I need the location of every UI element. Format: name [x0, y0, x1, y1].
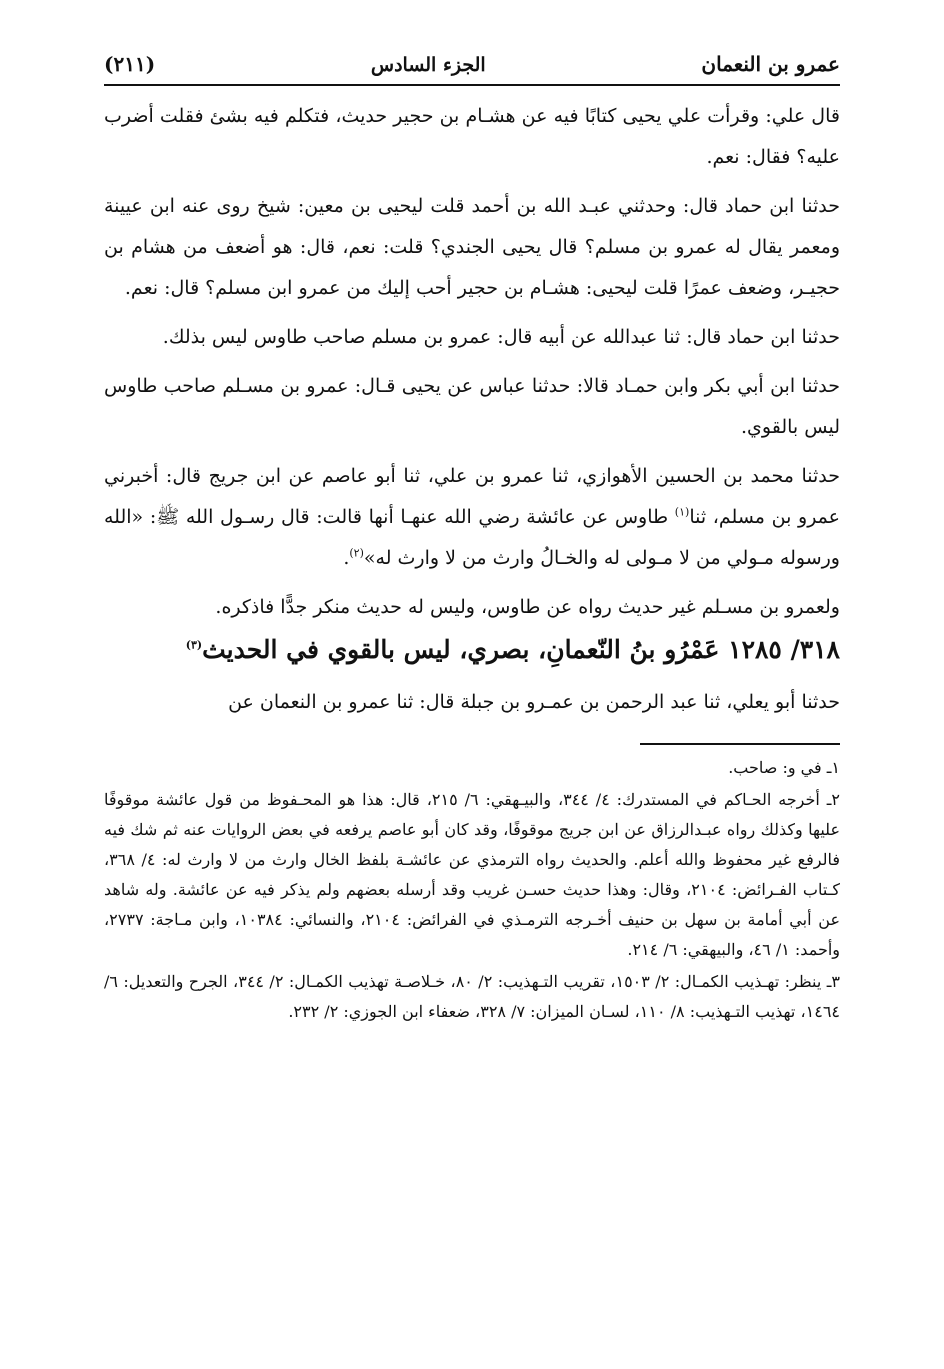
footnote-ref-1: (١)	[674, 505, 690, 519]
page-number: (٢١١)	[104, 52, 156, 76]
footnote-ref-3: (٣)	[185, 638, 203, 652]
footnote-ref-2: (٢)	[349, 546, 364, 560]
footnote-1: ١ـ في و: صاحب.	[728, 758, 840, 777]
footnote-2: ٢ـ أخرجه الحـاكم في المستدرك: ٤/ ٣٤٤، والبيـهقي: ٦/ ٢١٥، قال: هذا هو المحـفوظ من قول عائشة موقوفًا عليها وكذلك رواه عبـدالرزاق عن ابن جريج موقوفًا، وقد كان أبو عاصم يرفعه في بعض الروايات عنه ثم شك فيه فالرفع غير محفوظ والله أعلم. والحديث رواه الترمذي عن عائشـة بلفظ الخال وارث من لا وارث له: ٤/ ٣٦٨، كـتاب الفـرائض: ٢١٠٤، وقال: وهذا حديث حسـن غريب وقد أرسله بعضهم ولم يذكر فيه عن عائشة. وله شاهد عن أبي أمامة بن سهل بن حنيف أخـرجه الترمـذي في الفرائض: ٢١٠٤، والنسائي: ١٠٣٨٤، وابن مـاجة: ٢٧٣٧، وأحمد: ١/ ٤٦، والبيهقي: ٦/ ٢١٤.	[104, 790, 841, 959]
volume-label: الجزء السادس	[370, 54, 486, 76]
paragraph-3: حدثنا ابن حماد قال: ثنا عبدالله عن أبيه قال: عمرو بن مسلم صاحب طاوس ليس بذلك.	[162, 326, 840, 348]
entry-title-text: ٣١٨/ ١٢٨٥ عَمْرُو بنُ النّعمانِ، بصري، ليس بالقوي في الحديث	[202, 635, 840, 664]
hadith-text-1: حدثنا محمد بن الحسين الأهوازي، ثنا عمرو بن علي، ثنا أبو عاصم عن ابن جريج قال: أخبرني عمرو بن مسلم، ثنا	[104, 465, 840, 528]
hadith-text-3: .	[343, 547, 350, 569]
footnote-3: ٣ـ ينظر: تهـذيب الكمـال: ٢/ ١٥٠٣، تقريب التـهذيب: ٢/ ٨٠، خـلاصـة تهذيب الكمـال: ٢/ ٣٤٤، الجرح والتعديل: ٦/ ١٤٦٤، تهذيب التـهذيب: ٨/ ١١٠، لسـان الميزان: ٧/ ٣٢٨، ضعفاء ابن الجوزي: ٢/ ٢٣٢.	[104, 972, 840, 1021]
entry-heading	[104, 628, 840, 672]
paragraph-2: حدثنا ابن حماد قال: وحدثني عبـد الله بن أحمد قلت ليحيى بن معين: شيخ روى عنه ابن عيينة ومعمر يقال له عمرو بن مسلم؟ قال يحيى الجندي؟ قلت: نعم، قال: هو أضعف من هشام بن حجيـر، وضعف عمرًا قلت ليحيى: هشـام بن حجير أحب إليك من عمرو ابن مسلم؟ قال: نعم.	[104, 195, 840, 299]
footnote-divider	[640, 743, 840, 745]
closing-line: ولعمرو بن مسـلم غير حديث رواه عن طاوس، وليس له حديث منكر جدًّا فاذكره.	[215, 596, 840, 618]
footnotes	[104, 753, 840, 1027]
entry-text	[104, 682, 840, 723]
page-header	[104, 52, 840, 86]
paragraph-1: قال علي: وقرأت علي يحيى كتابًا فيه عن هشـام بن حجير حديث، فتكلم فيه بشئ فقلت أضرب عليه؟ فقال: نعم.	[104, 105, 840, 168]
main-text	[104, 96, 840, 628]
hadith-paragraph	[104, 456, 840, 579]
paragraph-4: حدثنا ابن أبي بكر وابن حمـاد قالا: حدثنا عباس عن يحيى قـال: عمرو بن مسـلم صاحب طاوس ليس بالقوي.	[104, 375, 840, 438]
hadith-text-2: طاوس عن عائشة رضي الله عنهـا أنها قالت: قال رسـول الله ﷺ: «الله ورسوله مـولي من لا مـولى له والخـالُ وارث من لا وارث له»	[104, 506, 840, 569]
running-title: عمرو بن النعمان	[701, 52, 840, 76]
entry-first-line: حدثنا أبو يعلي، ثنا عبد الرحمن بن عمـرو بن جبلة قال: ثنا عمرو بن النعمان عن	[228, 691, 840, 713]
